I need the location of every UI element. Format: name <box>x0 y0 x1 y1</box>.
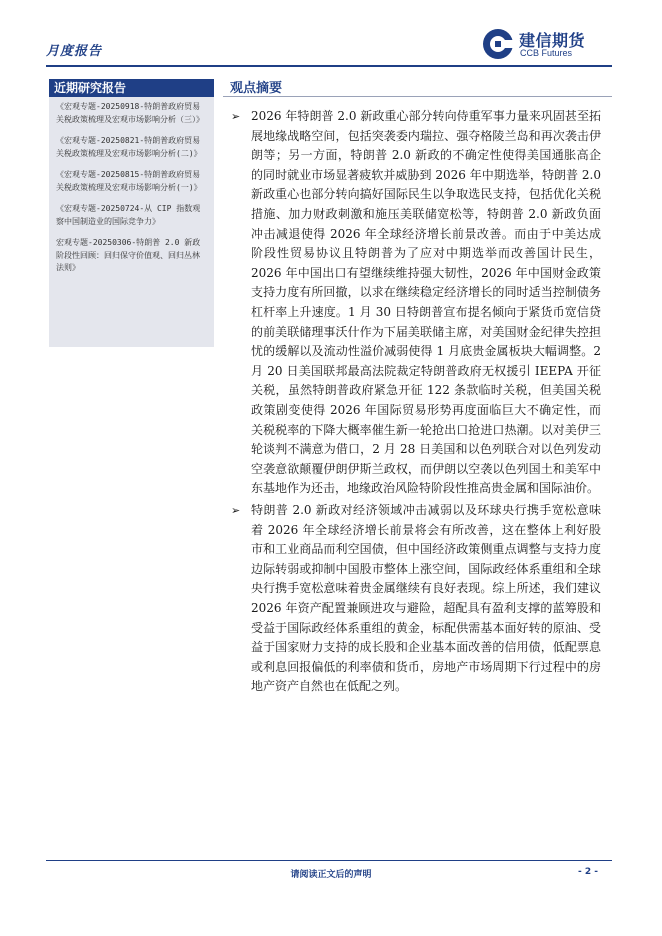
summary-paragraph: 2026 年特朗普 2.0 新政重心部分转向侍重军事力量来巩固甚至拓展地缘战略空间，包括突袭委内瑞拉、强夺格陵兰岛和再次袭击伊朗等；另一方面，特朗普 2.0 新政的不确定性使得美国通胀高企的同时就业市场显著疲软并威胁到 2026 年中期选举，特朗普 2.0 新政重心也部分转向搞好国际民生以争取选民支持，包括优化关税措施、加力财政刺激和施压美联储宽松等，特朗普 2.0 新政负面冲击减退使得 2026 年全球经济增长前景改善。而由于中美达成阶段性贸易协议且特朗普为了应对中期选举而改善国计民生，2026 年中国出口有望继续维持强大韧性，2026 年中国财金政策支持力度有所回撤，以求在继续稳定经济增长的同时适当控制债务杠杆率上升速度。1 月 30 日特朗普宣布提名倾向于紧货币宽信贷的前美联储理事沃什作为下届美联储主席，对美国财金纪律失控担忧的缓解以及流动性溢价减弱使得 1 月底贵金属板块大幅调整。2 月 20 日美国联邦最高法院裁定特朗普政府无权援引 IEEPA 开征关税，虽然特朗普政府紧急开征 122 条款临时关税，但美国关税政策剧变使得 2026 年国际贸易形势再度面临巨大不确定性，而关税税率的下降大概率催生新一轮抢出口抢进口热潮。以对美伊三轮谈判不满意为借口，2 月 28 日美国和以色列联合对以色列发动空袭意欲颠覆伊朗伊斯兰政权，而伊朗以空袭以色列国土和美军中东基地作为还击，地缘政治风险特阶段性推高贵金属和国际油价。 <box>251 109 601 496</box>
summary-heading: 观点摘要 <box>230 81 283 96</box>
recent-reports-heading: 近期研究报告 <box>49 79 214 97</box>
logo-icon <box>481 27 515 61</box>
logo-chinese-name: 建信期货 <box>519 31 586 50</box>
company-logo <box>481 27 611 63</box>
header-divider <box>46 65 612 67</box>
bullet-arrow-icon: ➢ <box>231 504 241 517</box>
logo-english-name: CCB Futures <box>520 48 573 58</box>
header-title: 月度报告 <box>46 44 103 59</box>
report-link[interactable]: 《宏观专题-20250724-从 CIP 指数观察中国制造业的国际竞争力》 <box>56 204 201 226</box>
report-link[interactable]: 宏观专题-20250306-特朗普 2.0 新政阶段性回顾：回归保守价值观、回归丛林法则》 <box>56 238 201 272</box>
report-link[interactable]: 《宏观专题-20250815-特朗普政府贸易关税政策梳理及宏观市场影响分析(一)》 <box>56 170 202 192</box>
report-link[interactable]: 《宏观专题-20250918-特朗普政府贸易关税政策梳理及宏观市场影响分析（三）》 <box>56 102 204 124</box>
footer-disclaimer: 请阅读正文后的声明 <box>290 870 372 880</box>
summary-paragraph: 特朗普 2.0 新政对经济领域冲击减弱以及环球央行携手宽松意味着 2026 年全球经济增长前景将会有所改善，这在整体上利好股市和工业商品而利空国债，但中国经济政策侧重点调整与支持力度边际转弱或抑制中国股市整体上涨空间，国际政经体系重组和全球央行携手宽松意味着贵金属继续有良好表现。综上所述，我们建议 2026 年资产配置兼顾进攻与避险，超配具有盈利支撑的蓝筹股和受益于国际政经体系重组的黄金，标配供需基本面好转的原油、受益于国家财力支持的成长股和企业基本面改善的信用债，低配票息或利息回报偏低的利率债和货币，房地产市场周期下行过程中的房地产资产自然也在低配之列。 <box>251 503 601 694</box>
footer-divider <box>46 860 612 861</box>
summary-divider <box>223 96 612 97</box>
recent-reports-panel <box>49 79 214 347</box>
report-link[interactable]: 《宏观专题-20250821-特朗普政府贸易关税政策梳理及宏观市场影响分析(二)》 <box>56 136 202 158</box>
page-number: - 2 - <box>578 867 598 877</box>
report-list <box>49 97 214 275</box>
bullet-arrow-icon: ➢ <box>231 110 241 123</box>
